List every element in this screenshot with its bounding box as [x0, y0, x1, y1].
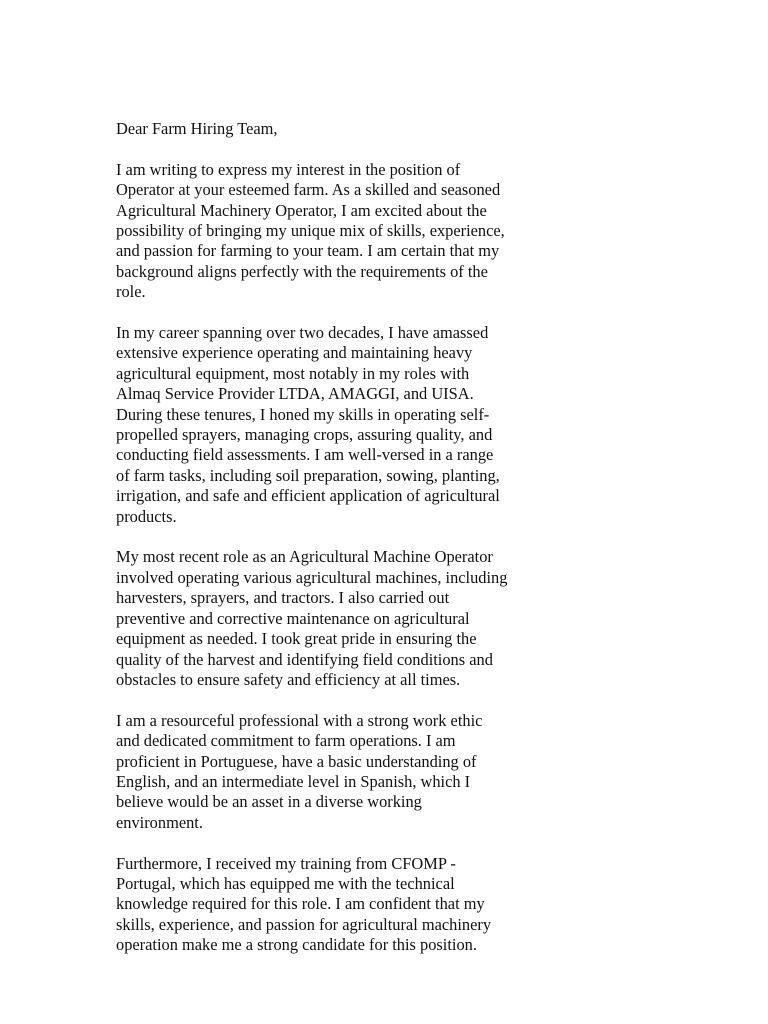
text-line: Portugal, which has equipped me with the technical	[116, 873, 455, 893]
text-line: knowledge required for this role. I am confident that my	[116, 894, 485, 914]
text-line: quality of the harvest and identifying field conditions and	[116, 649, 493, 669]
text-line: equipment as needed. I took great pride in ensuring the	[116, 629, 477, 649]
text-line: Agricultural Machinery Operator, I am excited about the	[116, 200, 487, 220]
paragraph-interest	[116, 160, 568, 303]
text-line: of farm tasks, including soil preparation, sowing, planting,	[116, 465, 500, 485]
text-line: believe would be an asset in a diverse working	[116, 792, 422, 812]
text-line: background aligns perfectly with the requirements of the	[116, 261, 488, 281]
paragraph-training	[116, 854, 568, 956]
cover-letter-body	[116, 119, 568, 976]
text-line: agricultural equipment, most notably in my roles with	[116, 363, 470, 383]
text-line: harvesters, sprayers, and tractors. I also carried out	[116, 588, 450, 608]
text-line: extensive experience operating and maintaining heavy	[116, 343, 473, 363]
paragraph-recent-role	[116, 547, 568, 690]
text-line: Operator at your esteemed farm. As a skilled and seasoned	[116, 180, 501, 200]
salutation: Dear Farm Hiring Team,	[116, 119, 278, 138]
text-line: involved operating various agricultural machines, including	[116, 567, 508, 587]
text-line: propelled sprayers, managing crops, assuring quality, and	[116, 425, 493, 445]
text-line: Furthermore, I received my training from CFOMP -	[116, 853, 456, 873]
text-line: and dedicated commitment to farm operations. I am	[116, 731, 456, 751]
text-line: environment.	[116, 812, 203, 832]
paragraph-career	[116, 323, 568, 527]
text-line: and passion for farming to your team. I am certain that my	[116, 241, 500, 261]
text-line: proficient in Portuguese, have a basic understanding of	[116, 751, 477, 771]
text-line: skills, experience, and passion for agricultural machinery	[116, 914, 492, 934]
text-line: products.	[116, 506, 177, 526]
text-line: During these tenures, I honed my skills in operating self-	[116, 404, 490, 424]
text-line: English, and an intermediate level in Spanish, which I	[116, 771, 471, 791]
text-line: possibility of bringing my unique mix of skills, experience,	[116, 221, 505, 241]
text-line: In my career spanning over two decades, I have amassed	[116, 323, 489, 343]
text-line: conducting field assessments. I am well-versed in a range	[116, 445, 494, 465]
text-line: operation make me a strong candidate for this position.	[116, 935, 477, 955]
text-line: Almaq Service Provider LTDA, AMAGGI, and UISA.	[116, 384, 474, 404]
text-line: irrigation, and safe and efficient application of agricultural	[116, 486, 500, 506]
text-line: I am writing to express my interest in the position of	[116, 159, 461, 179]
text-line: obstacles to ensure safety and efficiency at all times.	[116, 669, 461, 689]
text-line: role.	[116, 282, 146, 302]
text-line: preventive and corrective maintenance on agricultural	[116, 608, 470, 628]
paragraph-languages	[116, 711, 568, 833]
text-line: My most recent role as an Agricultural Machine Operator	[116, 547, 493, 567]
text-line: I am a resourceful professional with a strong work ethic	[116, 710, 483, 730]
